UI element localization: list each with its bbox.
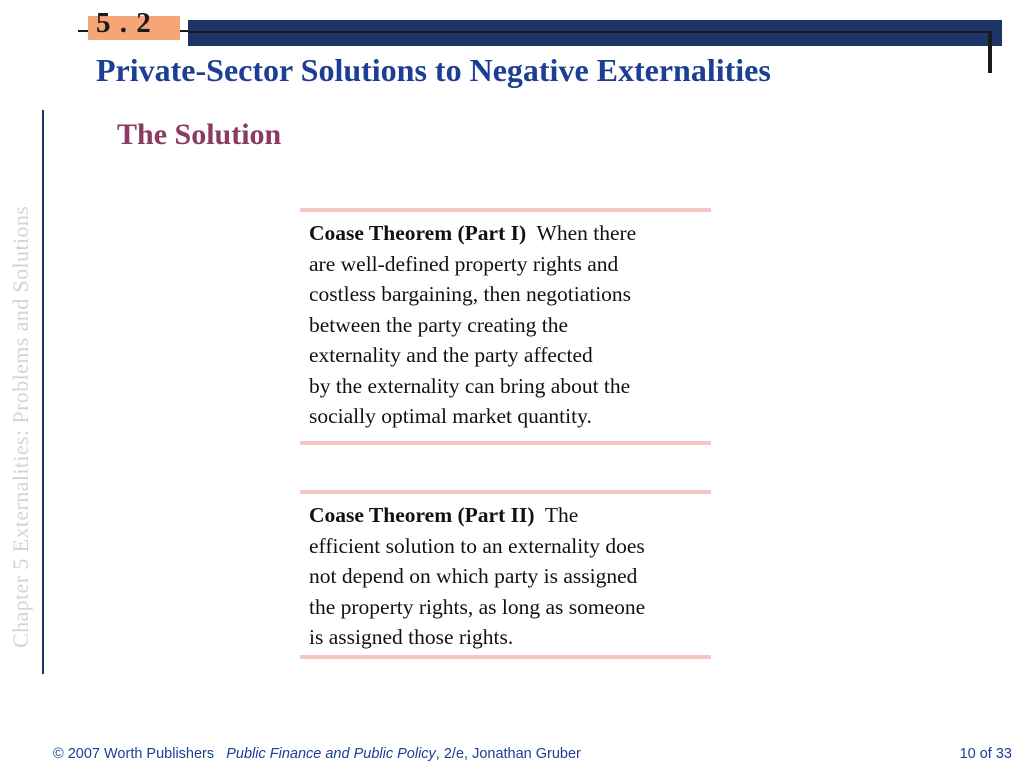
footer-citation	[53, 746, 581, 762]
definition-line: by the externality can bring about the	[309, 373, 631, 398]
definition-line: costless bargaining, then negotiations	[309, 282, 632, 306]
page-indicator: 10 of 33	[959, 746, 1012, 762]
book-title: Public Finance and Public Policy	[226, 746, 436, 762]
definition-line: are well-defined property rights and	[309, 251, 619, 276]
header-bar	[188, 20, 1002, 46]
section-subtitle: The Solution	[117, 118, 282, 151]
copyright-text: © 2007 Worth Publishers	[53, 746, 215, 762]
header-tick-left	[78, 30, 88, 32]
definition-line: the property rights, as long as someone	[309, 594, 646, 619]
definition-line: externality and the party affected	[309, 343, 593, 367]
section-number: 5 . 2	[96, 7, 152, 39]
header-bar-line	[188, 31, 992, 33]
definition-line: between the party creating the	[309, 312, 569, 337]
chapter-label: Chapter 5 Externalities: Problems and Solutions	[8, 205, 33, 648]
definition-text: The	[544, 503, 579, 527]
definition-line: is assigned those rights.	[309, 625, 514, 649]
definition-line: socially optimal market quantity.	[309, 404, 592, 428]
edition-author: , 2/e, Jonathan Gruber	[435, 746, 581, 762]
definition-line: not depend on which party is assigned	[309, 564, 638, 588]
definition-text: When there	[536, 221, 637, 245]
definition-term: Coase Theorem (Part II)	[309, 503, 535, 527]
definition-box-coase-part-2	[300, 490, 711, 659]
definition-line	[309, 218, 711, 249]
definition-box-coase-part-1	[300, 208, 711, 445]
definition-line	[309, 500, 711, 531]
header-tick-right	[180, 30, 188, 32]
sidebar-rule	[42, 110, 44, 674]
definition-term: Coase Theorem (Part I)	[309, 221, 527, 245]
header-bar-drop	[988, 31, 992, 73]
definition-line: efficient solution to an externality does	[309, 533, 645, 558]
page-title: Private-Sector Solutions to Negative Externalities	[96, 52, 771, 88]
